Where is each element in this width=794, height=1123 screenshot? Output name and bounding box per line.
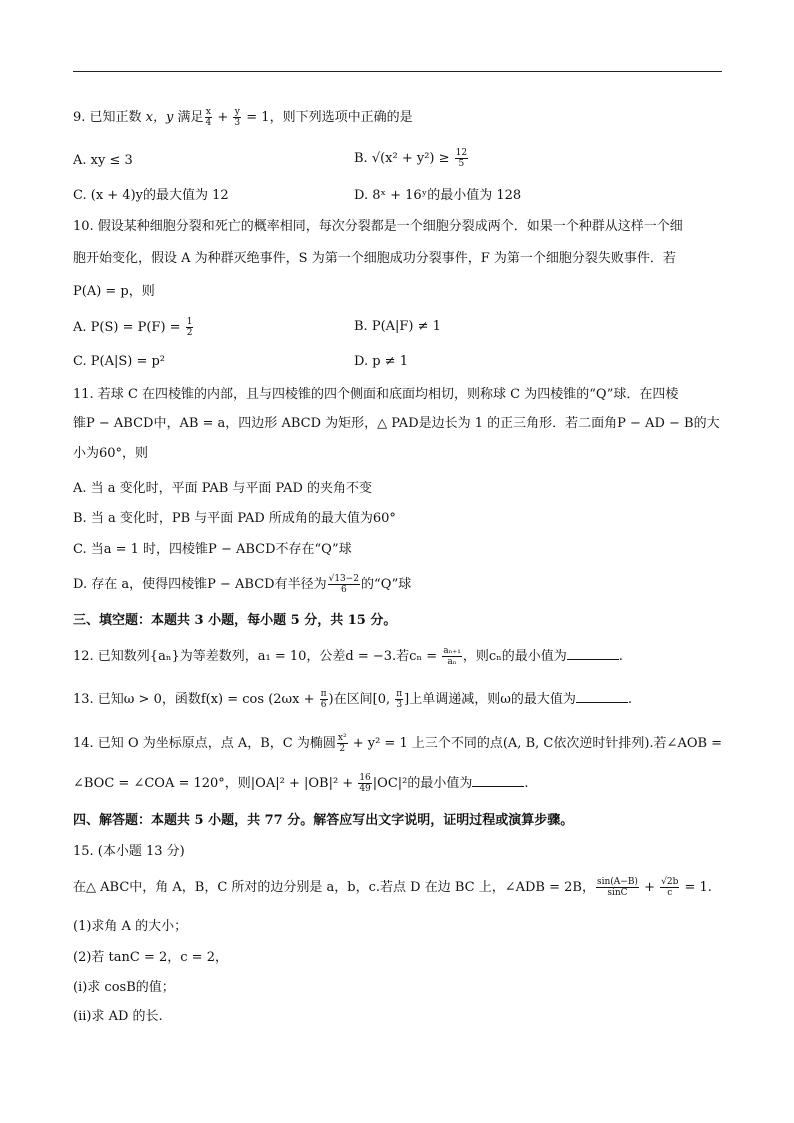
q10-option-c: C. P(A|S) = p²	[73, 354, 166, 369]
q15-part-2ii: (ii)求 AD 的长.	[73, 1009, 163, 1024]
q10-option-d: D. p ≠ 1	[354, 354, 408, 369]
q12-answer-blank	[567, 647, 619, 660]
q9-option-a: A. xy ≤ 3	[73, 153, 133, 168]
q14-line1: 14. 已知 O 为坐标原点，点 A，B，C 为椭圆 $\frac{\text{x²}}{2}$ + y² = 1 上三个不同的点(A, B, C依次逆时针排列).若∠AOB =	[73, 733, 723, 754]
q15-stem: 在△ ABC中，角 A，B，C 所对的边分别是 a，b，c.若点 D 在边 BC 上，∠ADB = 2B， $\frac{\sin(A-B)}{\sin C}$ + $\frac{√2b}{c}$ = 1.	[73, 877, 712, 898]
q15-part-2i: (i)求 cosB的值；	[73, 980, 175, 995]
q11-option-c: C. 当a = 1 时，四棱锥P − ABCD不存在“Q”球	[73, 542, 352, 557]
section-4-heading: 四、解答题：本题共 5 小题，共 77 分。解答应写出文字说明，证明过程或演算步骤。	[73, 813, 574, 828]
q14-line2: ∠BOC = ∠COA = 120°，则|OA|² + |OB|² + $\frac{16}{49}$ |OC|²的最小值为 .	[73, 773, 529, 794]
q12-text: 12. 已知数列{aₙ}为等差数列，a₁ = 10，公差d = −3.若cₙ = $\frac{\text{aₙ₊₁}}{\text{aₙ}}$ ，则cₙ的最小值为 .	[73, 646, 623, 667]
q10-option-b: B. P(A|F) ≠ 1	[354, 319, 441, 334]
q13-answer-blank	[576, 690, 628, 703]
q13-text: 13. 已知ω > 0，函数f(x) = cos (2ωx + $\frac{\pi}{6}$ )在区间[0, $\frac{\pi}{3}$ ]上单调递减，则ω的最大值为 .	[73, 689, 632, 710]
q15-part-1: (1)求角 A 的大小；	[73, 919, 188, 934]
q10-line2: 胞开始变化，假设 A 为种群灭绝事件，S 为第一个细胞成功分裂事件，F 为第一个细胞分裂失败事件．若	[73, 251, 676, 266]
q14-answer-blank	[472, 774, 524, 787]
q9-option-c: C. (x + 4)y的最大值为 12	[73, 188, 229, 203]
q11-line2: 锥P − ABCD中，AB = a，四边形 ABCD 为矩形，△ PAD是边长为 1 的正三角形．若二面角P − AD − B的大	[73, 416, 720, 431]
q11-option-d: D. 存在 a，使得四棱锥P − ABCD有半径为 $\frac{√13-2}{6}$ 的“Q”球	[73, 574, 412, 595]
q15-title: 15. (本小题 13 分)	[73, 844, 185, 859]
q9-option-d: D. 8ˣ + 16ʸ的最小值为 128	[354, 188, 522, 203]
q10-line1: 10. 假设某种细胞分裂和死亡的概率相同，每次分裂都是一个细胞分裂成两个．如果一个种群从这样一个细	[73, 219, 683, 234]
q9-stem: 9. 已知正数 x，y 满足 $\frac{x}{4}$ + $\frac{y}{3}$ = 1，则下列选项中正确的是	[73, 107, 413, 128]
section-3-heading: 三、填空题：本题共 3 小题，每小题 5 分，共 15 分。	[73, 613, 397, 628]
q11-line3: 小为60°，则	[73, 446, 149, 461]
q11-line1: 11. 若球 C 在四棱锥的内部，且与四棱锥的四个侧面和底面均相切，则称球 C 为四棱锥的“Q”球．在四棱	[73, 387, 679, 402]
q15-part-2: (2)若 tanC = 2，c = 2，	[73, 950, 228, 965]
q10-line3: P(A) = p，则	[73, 284, 155, 299]
header-rule	[73, 71, 722, 72]
q11-option-a: A. 当 a 变化时，平面 PAB 与平面 PAD 的夹角不变	[73, 481, 373, 496]
q11-option-b: B. 当 a 变化时，PB 与平面 PAD 所成角的最大值为60°	[73, 511, 396, 526]
q10-option-a: A. P(S) = P(F) = $\frac{1}{2}$	[73, 317, 193, 338]
q9-option-b: B. √(x² + y²) ≥ $\frac{12}{5}$	[354, 148, 468, 169]
